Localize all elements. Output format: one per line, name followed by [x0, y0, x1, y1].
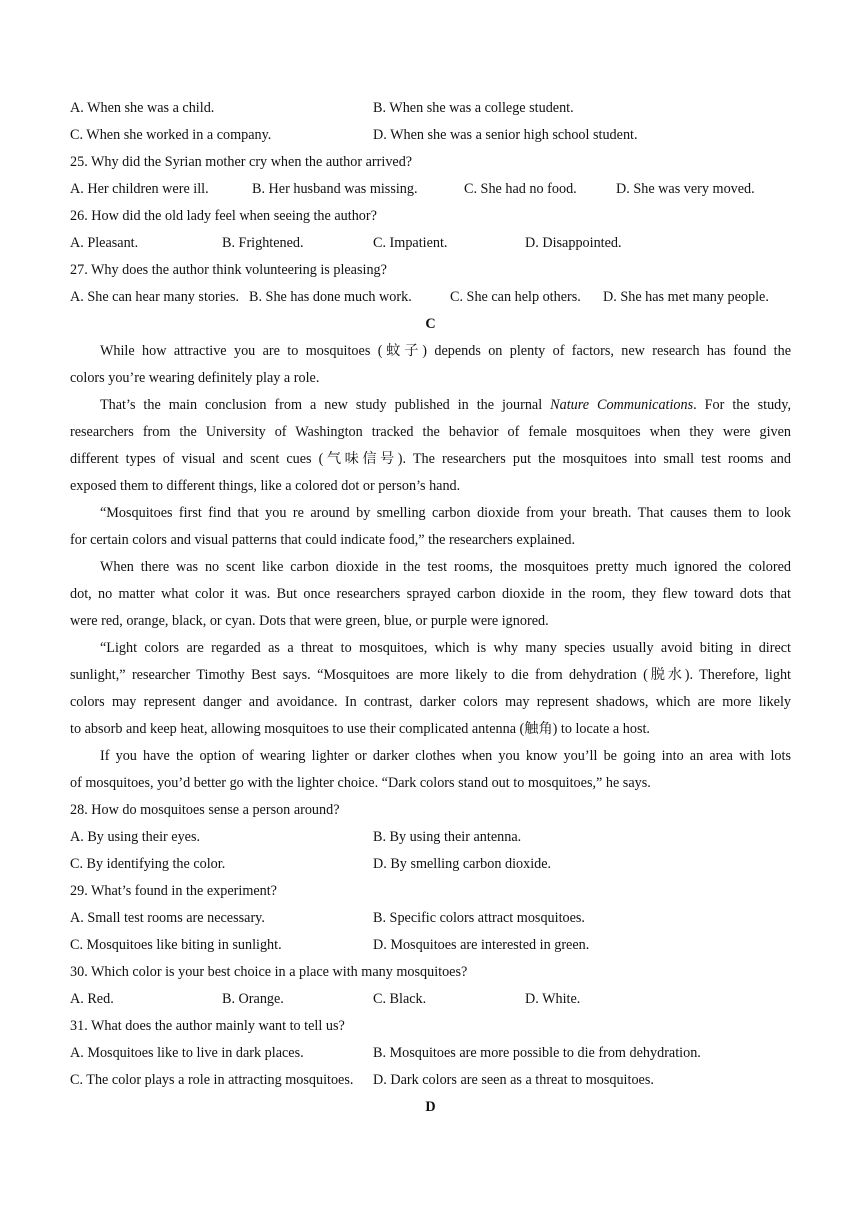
question-26-stem: 26. How did the old lady feel when seeing the author?: [70, 208, 377, 224]
q30-option-b: B. Orange.: [222, 991, 284, 1007]
question-30-stem: 30. Which color is your best choice in a place with many mosquitoes?: [70, 964, 468, 980]
passage-text: . For the study,: [693, 397, 791, 413]
passage-line: When there was no scent like carbon dioxide in the test rooms, the mosquitoes pretty much ignored the colored: [100, 559, 791, 575]
q29-option-b: B. Specific colors attract mosquitoes.: [373, 910, 585, 926]
passage-line: different types of visual and scent cues (气味信号). The researchers put the mosquitoes into small test rooms and: [70, 451, 791, 467]
passage-line: sunlight,” researcher Timothy Best says. “Mosquitoes are more likely to die from dehydration (脱水). Therefore, light: [70, 667, 791, 683]
passage-line: “Mosquitoes first find that you re around by smelling carbon dioxide from your breath. That causes them to look: [100, 505, 791, 521]
q27-option-c: C. She can help others.: [450, 289, 581, 305]
q25-option-a: A. Her children were ill.: [70, 181, 209, 197]
question-28-stem: 28. How do mosquitoes sense a person around?: [70, 802, 340, 818]
passage-text: That’s the main conclusion from a new study published in the journal: [100, 397, 551, 413]
section-heading-d: D: [425, 1099, 436, 1115]
q27-option-d: D. She has met many people.: [603, 289, 769, 305]
question-28-options-row-2: [70, 851, 791, 878]
q25-option-c: C. She had no food.: [464, 181, 577, 197]
passage-line: colors may represent danger and avoidance. In contrast, darker colors may represent shadows, which are more likely: [70, 694, 791, 710]
question-25-options: [70, 176, 791, 203]
passage-line: researchers from the University of Washington tracked the behavior of female mosquitoes when they were given: [70, 424, 791, 440]
question-24-options-row-1: [70, 95, 791, 122]
q26-option-d: D. Disappointed.: [525, 235, 622, 251]
journal-name: Nature Communications: [550, 397, 694, 413]
passage-line: While how attractive you are to mosquitoes (蚊子) depends on plenty of factors, new research has found the: [100, 343, 791, 359]
exam-page: [70, 95, 791, 1121]
q31-option-b: B. Mosquitoes are more possible to die from dehydration.: [373, 1045, 701, 1061]
q24-option-b: B. When she was a college student.: [373, 100, 574, 116]
q28-option-c: C. By identifying the color.: [70, 856, 226, 872]
q30-option-c: C. Black.: [373, 991, 427, 1007]
q31-option-d: D. Dark colors are seen as a threat to mosquitoes.: [373, 1072, 654, 1088]
section-heading-c: C: [425, 316, 436, 332]
q31-option-a: A. Mosquitoes like to live in dark places.: [70, 1045, 304, 1061]
passage-line: were red, orange, black, or cyan. Dots that were green, blue, or purple were ignored.: [70, 613, 549, 629]
question-31-options-row-2: [70, 1067, 791, 1094]
passage-line: dot, no matter what color it was. But once researchers sprayed carbon dioxide in the room, they flew toward dots that: [70, 586, 791, 602]
q26-option-a: A. Pleasant.: [70, 235, 139, 251]
q28-option-b: B. By using their antenna.: [373, 829, 522, 845]
question-25-stem: 25. Why did the Syrian mother cry when the author arrived?: [70, 154, 413, 170]
q24-option-c: C. When she worked in a company.: [70, 127, 272, 143]
passage-paragraph-5: [70, 635, 791, 743]
question-29-stem: 29. What’s found in the experiment?: [70, 883, 277, 899]
q29-option-d: D. Mosquitoes are interested in green.: [373, 937, 590, 953]
question-28-options-row-1: [70, 824, 791, 851]
q30-option-a: A. Red.: [70, 991, 114, 1007]
q31-option-c: C. The color plays a role in attracting mosquitoes.: [70, 1072, 354, 1088]
passage-line: colors you’re wearing definitely play a role.: [70, 370, 320, 386]
q26-option-c: C. Impatient.: [373, 235, 448, 251]
passage-paragraph-4: [70, 554, 791, 635]
question-24-options-row-2: [70, 122, 791, 149]
question-29-options-row-1: [70, 905, 791, 932]
passage-line: If you have the option of wearing lighter or darker clothes when you know you’ll be going into an area with lots: [100, 748, 791, 764]
passage-paragraph-2: [70, 392, 791, 500]
q27-option-a: A. She can hear many stories.: [70, 289, 240, 305]
q25-option-d: D. She was very moved.: [616, 181, 755, 197]
question-26-options: [70, 230, 791, 257]
passage-line: for certain colors and visual patterns that could indicate food,” the researchers explained.: [70, 532, 576, 548]
passage-line: to absorb and keep heat, allowing mosquitoes to use their complicated antenna (触角) to locate a host.: [70, 721, 650, 737]
q28-option-d: D. By smelling carbon dioxide.: [373, 856, 552, 872]
question-31-options-row-1: [70, 1040, 791, 1067]
q30-option-d: D. White.: [525, 991, 581, 1007]
question-30-options: [70, 986, 791, 1013]
q27-option-b: B. She has done much work.: [249, 289, 412, 305]
passage-line: exposed them to different things, like a colored dot or person’s hand.: [70, 478, 461, 494]
question-31-stem: 31. What does the author mainly want to tell us?: [70, 1018, 345, 1034]
passage-paragraph-6: [70, 743, 791, 797]
question-29-options-row-2: [70, 932, 791, 959]
passage-line: [70, 392, 791, 419]
q28-option-a: A. By using their eyes.: [70, 829, 201, 845]
q29-option-a: A. Small test rooms are necessary.: [70, 910, 265, 926]
q29-option-c: C. Mosquitoes like biting in sunlight.: [70, 937, 282, 953]
passage-line: “Light colors are regarded as a threat to mosquitoes, which is why many species usually avoid biting in direct: [100, 640, 791, 656]
passage-paragraph-3: [70, 500, 791, 554]
q26-option-b: B. Frightened.: [222, 235, 304, 251]
question-27-stem: 27. Why does the author think volunteering is pleasing?: [70, 262, 387, 278]
q24-option-d: D. When she was a senior high school student.: [373, 127, 638, 143]
question-27-options: [70, 284, 791, 311]
passage-line: of mosquitoes, you’d better go with the lighter choice. “Dark colors stand out to mosquitoes,” he says.: [70, 775, 651, 791]
q24-option-a: A. When she was a child.: [70, 100, 215, 116]
q25-option-b: B. Her husband was missing.: [252, 181, 418, 197]
passage-paragraph-1: [70, 338, 791, 392]
